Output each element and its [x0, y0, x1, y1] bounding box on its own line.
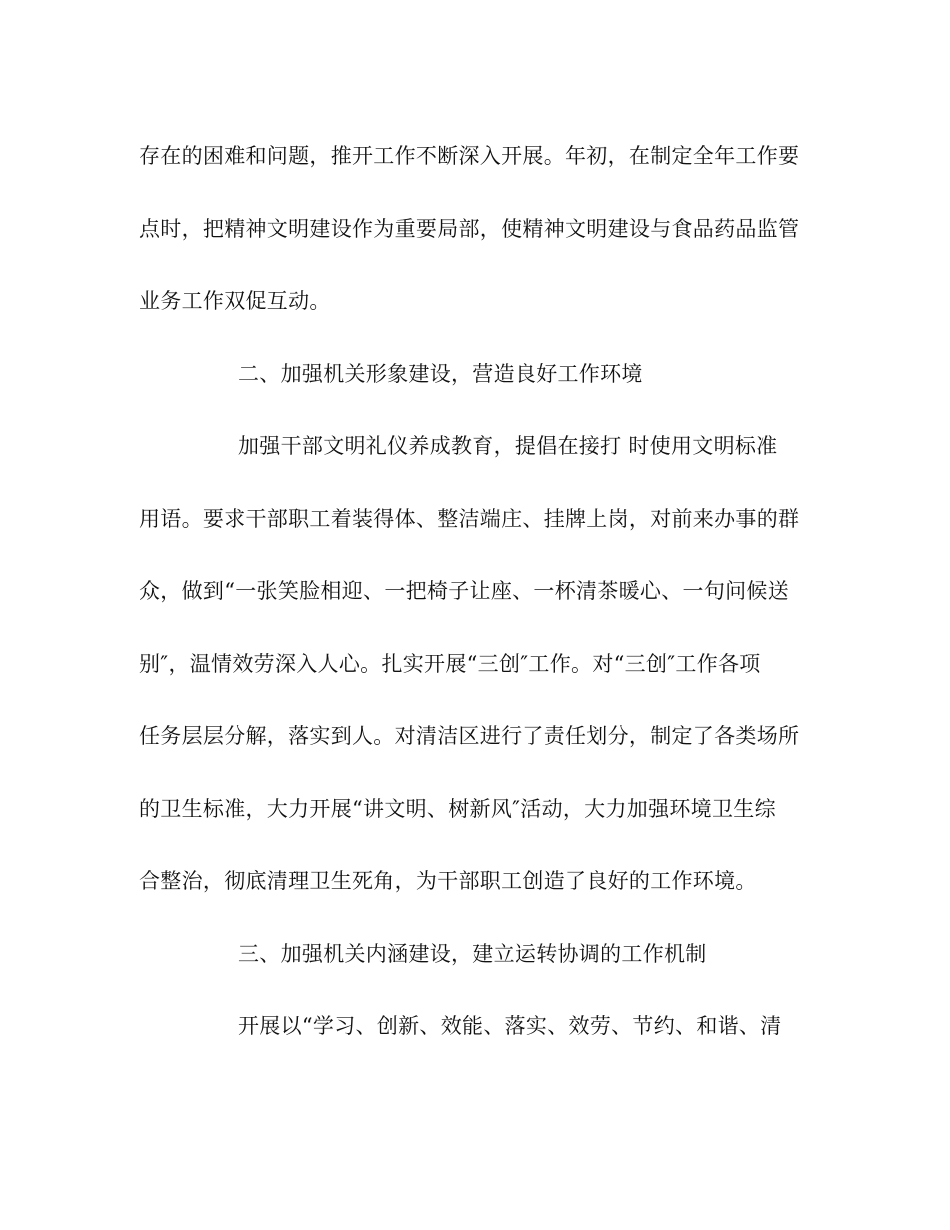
section-heading-3: 三、加强机关内涵建设，建立运转协调的工作机制	[238, 942, 707, 966]
paragraph-line: 用语。要求干部职工着装得体、整洁端庄、挂牌上岗，对前来办事的群	[139, 507, 800, 531]
paragraph-line: 加强干部文明礼仪养成教育，提倡在接打 时使用文明标准	[238, 434, 778, 458]
paragraph-line: 众，做到“一张笑脸相迎、一把椅子让座、一杯清茶暖心、一句问候送	[139, 579, 790, 603]
paragraph-line: 存在的困难和问题，推开工作不断深入开展。年初，在制定全年工作要	[139, 144, 800, 168]
paragraph-line: 的卫生标准，大力开展“讲文明、树新风″活动，大力加强环境卫生综	[139, 797, 776, 821]
paragraph-line: 开展以“学习、创新、效能、落实、效劳、节约、和谐、清	[238, 1014, 782, 1038]
paragraph-line: 合整治，彻底清理卫生死角，为干部职工创造了良好的工作环境。	[139, 869, 757, 893]
paragraph-line: 业务工作双促互动。	[139, 289, 331, 313]
section-heading-2: 二、加强机关形象建设，营造良好工作环境	[238, 362, 643, 386]
paragraph-line: 点时，把精神文明建设作为重要局部，使精神文明建设与食品药品监管	[139, 217, 800, 241]
paragraph-line: 任务层层分解，落实到人。对清洁区进行了责任划分，制定了各类场所	[139, 724, 800, 748]
paragraph-line: 别″，温情效劳深入人心。扎实开展“三创″工作。对“三创″工作各项	[139, 652, 761, 676]
